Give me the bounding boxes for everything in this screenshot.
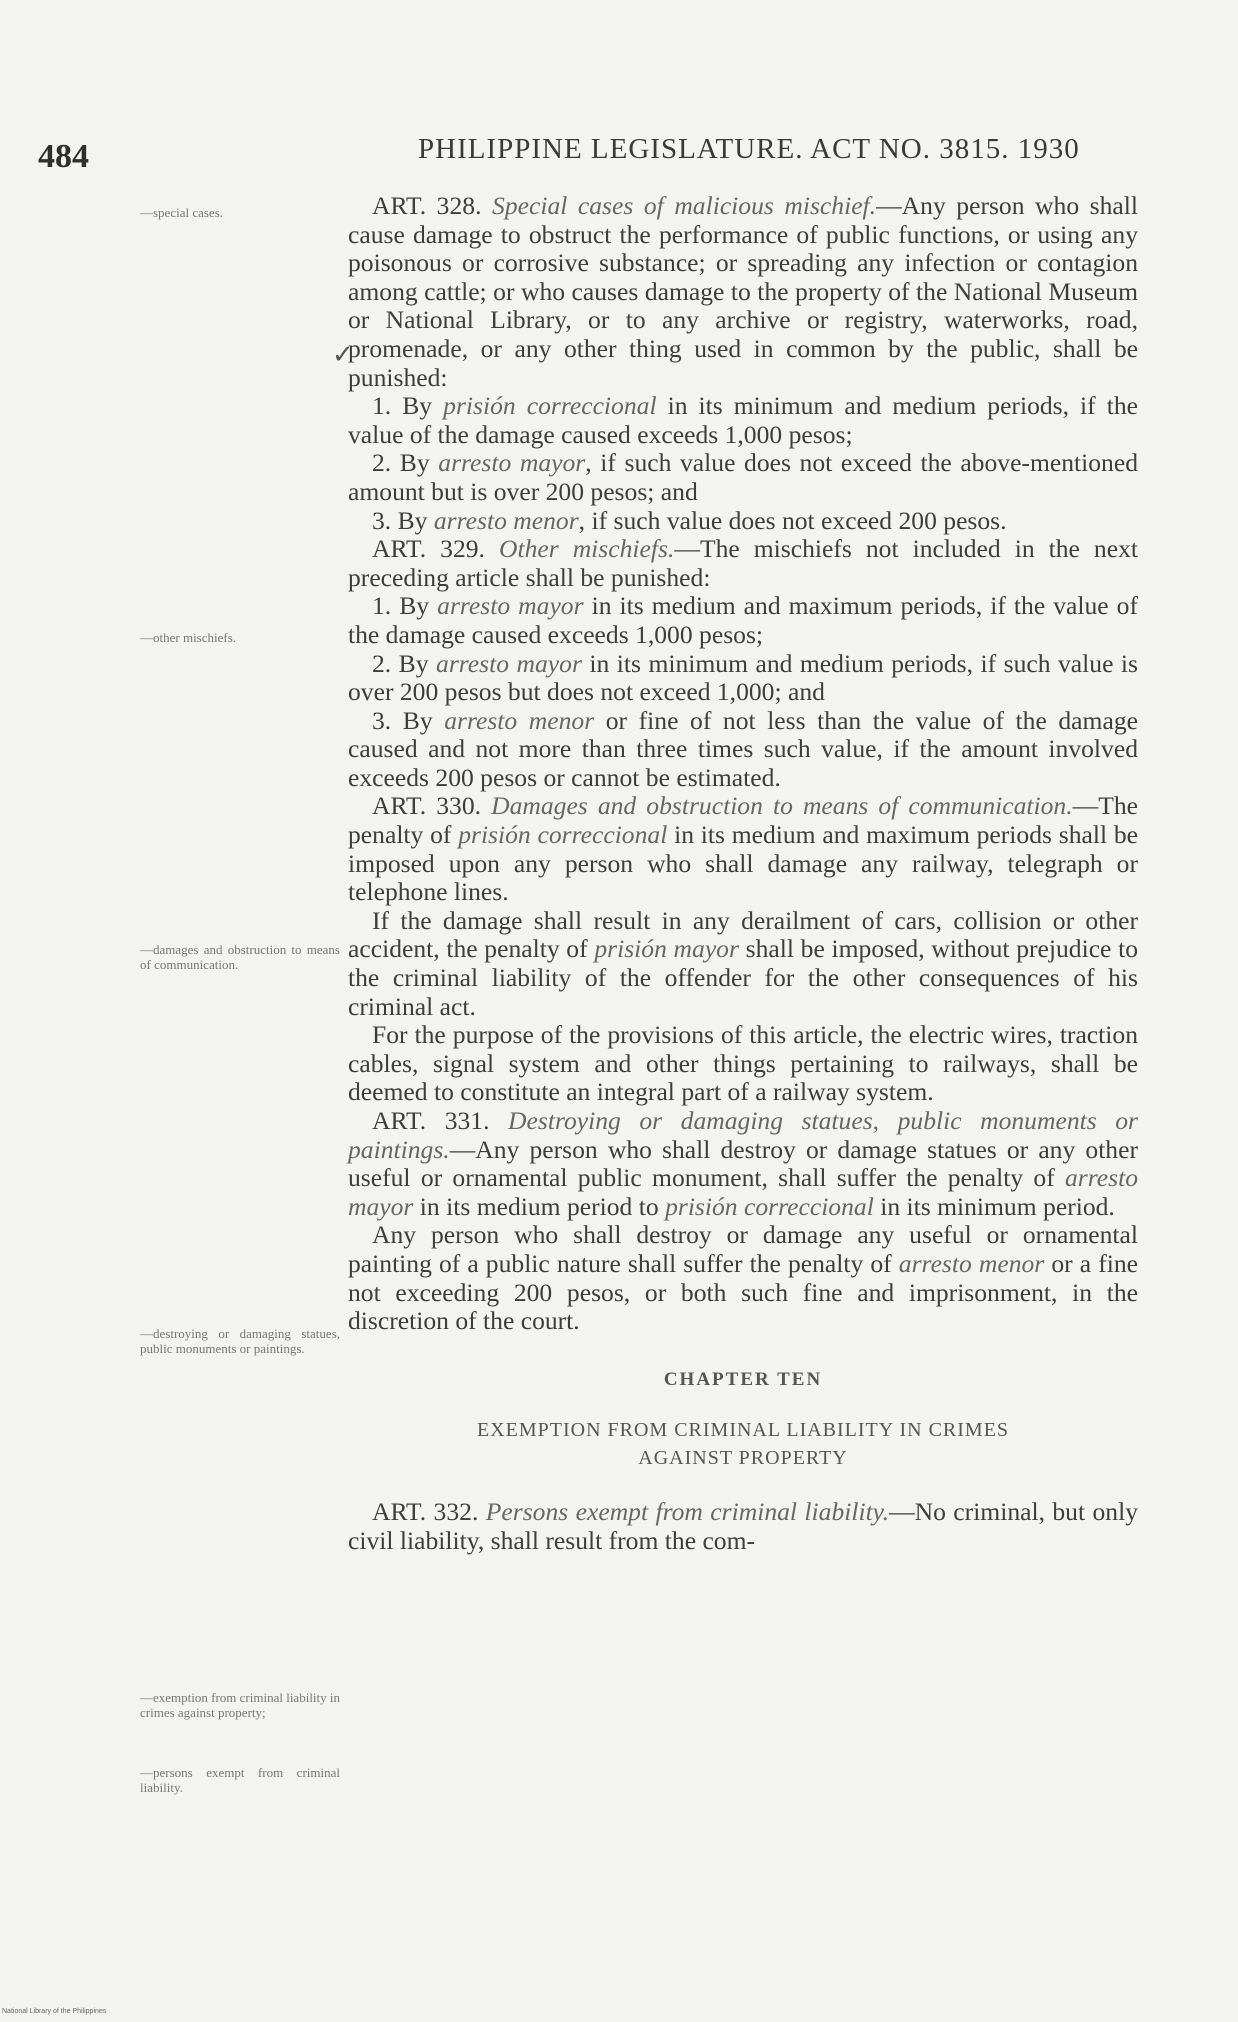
chapter-title: EXEMPTION FROM CRIMINAL LIABILITY IN CRIMES AGAINST PROPERTY [476,1419,1010,1470]
margin-note-damages-communication: —damages and obstruction to means of communication. [140,942,340,972]
page-number: 484 [38,138,89,175]
chapter-heading: CHAPTER TEN [663,1368,823,1390]
article-328-item-3: 3. By arresto menor, if such value does not exceed 200 pesos. [372,505,1007,535]
margin-note-other-mischiefs: —other mischiefs. [140,630,237,645]
article-329-item-2: 2. By arresto mayor in its minimum and medium periods, if such value is over 200 pesos but does not exceed 1,000; and [348,648,1138,707]
article-330: ART. 330. Damages and obstruction to means of communication.—The penalty of prisión correccional in its medium and maximum periods shall be imposed upon any person who shall damage any railway, telegraph or telephone lines. [348,791,1138,907]
running-head-text: PHILIPPINE LEGISLATURE. ACT NO. 3815. 1930 [418,133,1080,165]
body-text [348,192,1138,1556]
article-328-item-2: 2. By arresto mayor, if such value does not exceed the above-mentioned amount but is over 200 pesos; and [348,448,1138,506]
margin-note-special-cases: —special cases. [140,205,224,220]
running-head [418,133,1078,166]
margin-note-exemption: —exemption from criminal liability in crimes against property; [140,1690,341,1720]
article-331-para-2: Any person who shall destroy or damage any useful or ornamental painting of a public nature shall suffer the penalty of arresto menor or a fine not exceeding 200 pesos, or both such fine and imprisonment, in the discretion of the court. [348,1220,1138,1336]
article-328-item-1: 1. By prisión correccional in its minimum and medium periods, if the value of the damage caused exceeds 1,000 pesos; [348,391,1139,449]
article-331: ART. 331. Destroying or damaging statues, public monuments or paintings.—Any person who shall destroy or damage statues or any other useful or ornamental public monument, shall suffer the penalty of arresto mayor in its medium period to prisión correccional in its minimum period. [348,1106,1138,1221]
margin-note-destroying-statues: —destroying or damaging statues, public monuments or paintings. [140,1326,340,1356]
article-332: ART. 332. Persons exempt from criminal liability.—No criminal, but only civil liability, shall result from the com- [348,1497,1138,1555]
margin-note-persons-exempt: —persons exempt from criminal liability. [140,1765,340,1795]
article-330-para-2: If the damage shall result in any derailment of cars, collision or other accident, the penalty of prisión mayor shall be imposed, without prejudice to the criminal liability of the offender for the other consequences of his criminal act. [348,905,1139,1021]
article-328: ART. 328. Special cases of malicious mischief.—Any person who shall cause damage to obstruct the performance of public functions, or using any poisonous or corrosive substance; or spreading any infection or contagion among cattle; or who causes damage to the property of the National Museum or National Library, or to any archive or registry, waterworks, road, promenade, or any other thing used in common by the public, shall be punished: [348,191,1139,392]
article-329-item-1: 1. By arresto mayor in its medium and maximum periods, if the value of the damage caused exceeds 1,000 pesos; [348,591,1138,649]
footer-credit: National Library of the Philippines [2,2008,107,2015]
handwritten-check-mark: ✓ [332,340,354,369]
article-329-item-3: 3. By arresto menor or fine of not less than the value of the damage caused and not more than three times such value, if the amount involved exceeds 200 pesos or cannot be estimated. [348,705,1138,792]
article-329: ART. 329. Other mischiefs.—The mischiefs not included in the next preceding article shall be punished: [348,534,1138,592]
article-330-para-3: For the purpose of the provisions of this article, the electric wires, traction cables, signal system and other things pertaining to railways, shall be deemed to constitute an integral part of a railway system. [348,1020,1138,1107]
